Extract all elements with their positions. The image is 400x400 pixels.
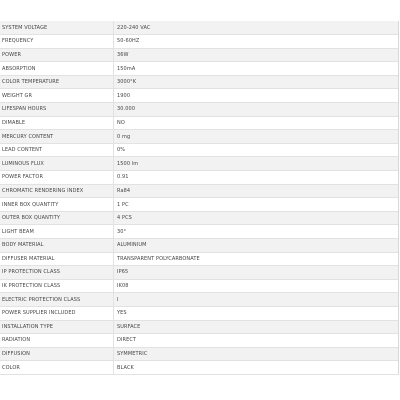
spec-row <box>0 361 398 375</box>
spec-row <box>0 116 398 130</box>
spec-row <box>0 103 398 117</box>
spec-value: 0.91 <box>114 171 399 185</box>
spec-value: 1500 lm <box>114 157 399 171</box>
spec-label: INSTALLATION TYPE <box>0 320 114 334</box>
spec-label: LUMINOUS FLUX <box>0 157 114 171</box>
spec-label: SYSTEM VOLTAGE <box>0 21 114 35</box>
spec-label: INNER BOX QUANTITY <box>0 198 114 212</box>
spec-label: CHROMATIC RENDERING INDEX <box>0 184 114 198</box>
spec-label: IK PROTECTION CLASS <box>0 279 114 293</box>
spec-row <box>0 320 398 334</box>
spec-value: 150mA <box>114 62 399 76</box>
spec-row <box>0 21 398 35</box>
spec-label: DIFFUSER MATERIAL <box>0 252 114 266</box>
spec-row <box>0 334 398 348</box>
spec-table-body <box>0 21 398 374</box>
spec-value: SURFACE <box>114 320 399 334</box>
spec-label: OUTER BOX QUANTITY <box>0 211 114 225</box>
spec-value: IP65 <box>114 266 399 280</box>
spec-label: COLOR TEMPERATURE <box>0 75 114 89</box>
spec-value: 220-240 VAC <box>114 21 399 35</box>
spec-label: POWER FACTOR <box>0 171 114 185</box>
spec-value: BLACK <box>114 361 399 375</box>
spec-label: BODY MATERIAL <box>0 239 114 253</box>
spec-row <box>0 266 398 280</box>
spec-value: NO <box>114 116 399 130</box>
spec-label: POWER SUPPLIER INCLUDED <box>0 306 114 320</box>
spec-value: 30° <box>114 225 399 239</box>
spec-value: SYMMETRIC <box>114 347 399 361</box>
spec-row <box>0 75 398 89</box>
spec-value: 3000°K <box>114 75 399 89</box>
spec-row <box>0 198 398 212</box>
spec-label: IP PROTECTION CLASS <box>0 266 114 280</box>
spec-label: POWER <box>0 48 114 62</box>
spec-label: DIFFUSION <box>0 347 114 361</box>
spec-row <box>0 48 398 62</box>
spec-row <box>0 239 398 253</box>
spec-value: 1 PC <box>114 198 399 212</box>
spec-label: ELECTRIC PROTECTION CLASS <box>0 293 114 307</box>
spec-row <box>0 143 398 157</box>
spec-label: FREQUENCY <box>0 35 114 49</box>
spec-value: ALUMINIUM <box>114 239 399 253</box>
spec-value: TRANSPARENT POLYCARBONATE <box>114 252 399 266</box>
spec-label: COLOR <box>0 361 114 375</box>
spec-row <box>0 347 398 361</box>
spec-value: 0% <box>114 143 399 157</box>
spec-value: 30.000 <box>114 103 399 117</box>
spec-label: LEAD CONTENT <box>0 143 114 157</box>
spec-row <box>0 252 398 266</box>
spec-row <box>0 279 398 293</box>
spec-row <box>0 130 398 144</box>
spec-value: 4 PCS <box>114 211 399 225</box>
spec-table-container <box>0 21 399 375</box>
spec-row <box>0 306 398 320</box>
spec-value: 36W <box>114 48 399 62</box>
spec-row <box>0 35 398 49</box>
spec-value: YES <box>114 306 399 320</box>
spec-value: Ra84 <box>114 184 399 198</box>
spec-label: LIGHT BEAM <box>0 225 114 239</box>
spec-label: WEIGHT GR <box>0 89 114 103</box>
spec-label: MERCURY CONTENT <box>0 130 114 144</box>
spec-row <box>0 171 398 185</box>
spec-value: 0 mg <box>114 130 399 144</box>
spec-label: RADIATION <box>0 334 114 348</box>
spec-value: 1900 <box>114 89 399 103</box>
spec-value: DIRECT <box>114 334 399 348</box>
spec-row <box>0 211 398 225</box>
spec-table <box>0 21 398 375</box>
spec-label: LIFESPAN HOURS <box>0 103 114 117</box>
spec-row <box>0 225 398 239</box>
spec-row <box>0 89 398 103</box>
spec-row <box>0 157 398 171</box>
spec-value: I <box>114 293 399 307</box>
spec-value: IK08 <box>114 279 399 293</box>
spec-label: DIMABLE <box>0 116 114 130</box>
spec-row <box>0 184 398 198</box>
spec-row <box>0 293 398 307</box>
spec-row <box>0 62 398 76</box>
spec-value: 50-60HZ <box>114 35 399 49</box>
spec-label: ABSORPTION <box>0 62 114 76</box>
